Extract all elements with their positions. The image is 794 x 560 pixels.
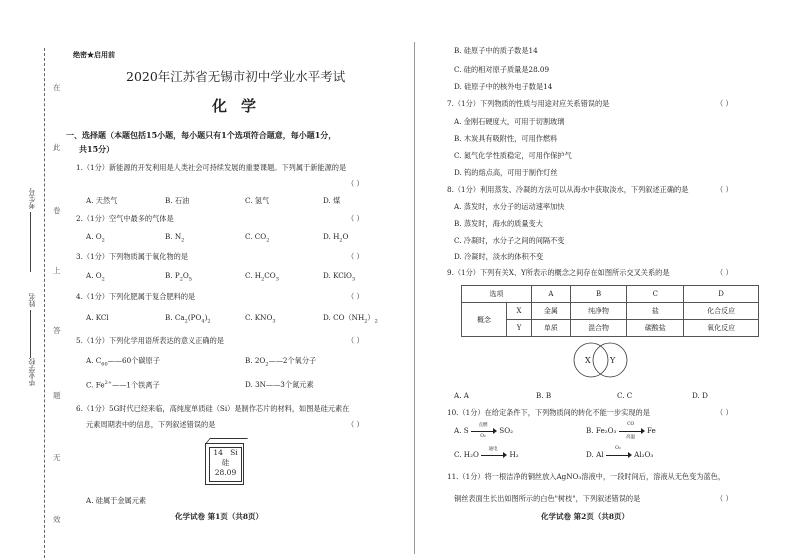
option: D. 煤	[323, 196, 341, 205]
table-cell: 纯净物	[570, 303, 627, 320]
option: B. $2O_2——2$个氧分子	[245, 356, 317, 368]
section-heading-cont: 共15分）	[79, 144, 115, 154]
option: D. 硅原子中的核外电子数是14	[454, 82, 553, 91]
option: C. $CO_2$	[245, 232, 270, 244]
option: C. 冷凝时，水分子之间的间隔不变	[454, 236, 565, 245]
question-9: 9.（1分）下列有关X、Y所表示的概念之间存在如图所示交叉关系的是	[447, 268, 670, 277]
page-divider	[414, 42, 415, 554]
option: A. $O_2$	[86, 271, 105, 283]
seal-char: 上	[53, 266, 61, 275]
option: B. 木炭具有吸附性，可用作燃料	[454, 134, 558, 143]
option: B. Fe₂O₃ CO 高温 Fe	[586, 422, 656, 440]
option: B. $Ca_2(PO_4)_2$	[165, 313, 211, 325]
option: A. 天然气	[86, 196, 118, 205]
option: A. 硅属于金属元素	[86, 496, 147, 505]
answer-paren-8: （ ）	[716, 185, 733, 194]
answer-paren-4: （ ）	[347, 292, 364, 301]
table-cell: 单质	[532, 320, 571, 337]
school-label: 毕业学校	[28, 358, 36, 386]
seal-char: 在	[53, 83, 61, 92]
option: C. 硅的相对原子质量是28.09	[454, 65, 550, 74]
option: B. 硅原子中的质子数是14	[454, 46, 538, 55]
exam-number-label: 考生号	[28, 188, 36, 209]
seal-char: 无	[53, 453, 61, 462]
atomic-mass: 28.09	[214, 468, 237, 477]
seal-char: 答	[53, 326, 61, 335]
option: C. $KNO_3$	[245, 313, 276, 325]
option: D. 钨的熔点高，可用于制作灯丝	[454, 168, 558, 177]
table-cell: A	[532, 286, 571, 303]
option: C. $Fe^{2+}——1$个铁离子	[86, 380, 160, 390]
table-cell: 金属	[532, 303, 571, 320]
question-8: 8.（1分）利用蒸发、冷凝的方法可以从海水中获取淡水，下列叙述正确的是	[447, 185, 689, 194]
seal-char: 此	[53, 143, 61, 152]
table-cell: X	[507, 303, 532, 320]
concept-table	[461, 285, 759, 337]
table-cell: 概念	[462, 303, 507, 337]
answer-paren-9: （ ）	[716, 268, 733, 277]
question-7: 7.（1分）下列物质的性质与用途对应关系错误的是	[447, 99, 610, 108]
table-cell: C	[627, 286, 684, 303]
reaction-arrow: O₂	[606, 451, 632, 459]
answer-paren-2: （ ）	[347, 214, 364, 223]
element-symbol: Si	[230, 448, 238, 457]
venn-diagram	[570, 341, 632, 381]
answer-paren-7: （ ）	[716, 99, 733, 108]
table-cell: Y	[507, 320, 532, 337]
question-11-cont: 铜丝表面生长出如图所示的白色"树枝"，下列叙述错误的是	[454, 494, 641, 503]
option: A. S 点燃 O₂ SO₂	[454, 423, 513, 439]
table-cell: D	[684, 286, 759, 303]
atomic-number: 14	[213, 448, 223, 457]
venn-label-y: Y	[610, 356, 616, 365]
subject-title: 化学	[212, 97, 271, 115]
option: D. 3N——3个氮元素	[245, 380, 314, 389]
answer-paren-3: （ ）	[347, 252, 364, 261]
binding-line	[44, 48, 45, 558]
section-heading: 一、选择题（本题包括15小题，每小题只有1个选项符合题意，每小题1分，	[66, 130, 337, 140]
option: B. B	[536, 391, 552, 400]
option: D. $CO(NH_2)_2$	[323, 313, 378, 325]
seal-char: 题	[53, 391, 61, 400]
question-6-cont: 元素周期表中的信息，下列叙述错误的是	[86, 420, 216, 429]
cell-3d-top	[205, 438, 248, 444]
question-5: 5.（1分）下列化学用语所表达的意义正确的是	[76, 336, 224, 345]
seal-char: 卷	[53, 206, 61, 215]
name-label: 姓名	[28, 293, 36, 307]
secret-label: 绝密★启用前	[73, 50, 115, 59]
reaction-arrow: 通电	[481, 451, 507, 459]
seal-char: 效	[53, 515, 61, 524]
answer-paren-1: （ ）	[347, 179, 364, 188]
option: B. $N_2$	[165, 232, 185, 244]
question-2: 2.（1分）空气中最多的气体是	[76, 214, 174, 223]
table-row	[462, 303, 759, 320]
option: A. A	[454, 391, 469, 400]
table-cell: 混合物	[570, 320, 627, 337]
option: C. 氮气化学性质稳定，可用作保护气	[454, 151, 572, 160]
option: A. KCl	[86, 313, 109, 322]
question-3: 3.（1分）下列物质属于氧化物的是	[76, 252, 189, 261]
question-4: 4.（1分）下列化肥属于复合肥料的是	[76, 292, 196, 301]
option: B. $P_2O_5$	[165, 271, 192, 283]
element-name: 硅	[221, 458, 230, 467]
answer-paren-6: （ ）	[347, 420, 364, 429]
table-cell: 碳酸盐	[627, 320, 684, 337]
option: D. KClO$_3$	[323, 271, 356, 283]
option: A. $O_2$	[86, 232, 105, 244]
table-cell: 选项	[462, 286, 532, 303]
option: C. 氢气	[245, 196, 270, 205]
page-footer-right: 化学试卷 第2页（共8页）	[541, 512, 630, 521]
option: D. D	[692, 391, 708, 400]
option: A. $C_{60}——60$个碳原子	[86, 356, 160, 368]
periodic-cell-outer	[205, 443, 244, 485]
table-cell: 化合反应	[684, 303, 759, 320]
table-row	[462, 320, 759, 337]
option: A. 金刚石硬度大，可用于切割玻璃	[454, 117, 565, 126]
option: D. $H_2O$	[323, 232, 349, 244]
option: A. 蒸发时，水分子的运动速率加快	[454, 202, 565, 211]
table-cell: 盐	[627, 303, 684, 320]
question-11: 11.（1分）将一根洁净的铜丝放入AgNO₃溶液中，一段时间后，溶液从无色变为蓝色，	[447, 472, 726, 481]
page-footer-left: 化学试卷 第1页（共8页）	[175, 512, 264, 521]
table-header-row	[462, 286, 759, 303]
option: C. C	[617, 391, 633, 400]
exam-title: 2020年江苏省无锡市初中学业水平考试	[126, 69, 346, 84]
table-cell: 氧化反应	[684, 320, 759, 337]
option: D. 冷凝时，淡水的体积不变	[454, 252, 544, 261]
table-cell: B	[570, 286, 627, 303]
reaction-arrow: 点燃 O₂	[471, 427, 497, 435]
answer-paren-10: （ ）	[716, 408, 733, 417]
exam-number-line	[30, 212, 31, 272]
option: C. $H_2CO_3$	[245, 271, 279, 283]
question-10: 10.（1分）在给定条件下，下列物质间的转化不能一步实现的是	[447, 408, 650, 417]
periodic-cell	[209, 447, 242, 482]
option: D. Al O₂ Al₂O₃	[586, 446, 654, 459]
venn-label-x: X	[585, 356, 591, 365]
question-1: 1.（1分）新能源的开发利用是人类社会可持续发展的重要课题。下列属于新能源的是	[76, 163, 347, 172]
answer-paren-5: （ ）	[347, 336, 364, 345]
option: B. 蒸发时，海水的质量变大	[454, 219, 543, 228]
venn-circle-x	[574, 343, 608, 377]
option: C. H₂O 通电 H₂	[454, 447, 519, 459]
option: B. 石油	[165, 196, 190, 205]
name-line	[30, 310, 31, 358]
reaction-arrow: CO 高温	[619, 427, 645, 435]
question-6: 6.（1分）5G时代已经来临，高纯度单质硅（Si）是制作芯片的材料，如图是硅元素在	[76, 404, 350, 413]
answer-paren-11: （ ）	[716, 494, 733, 503]
